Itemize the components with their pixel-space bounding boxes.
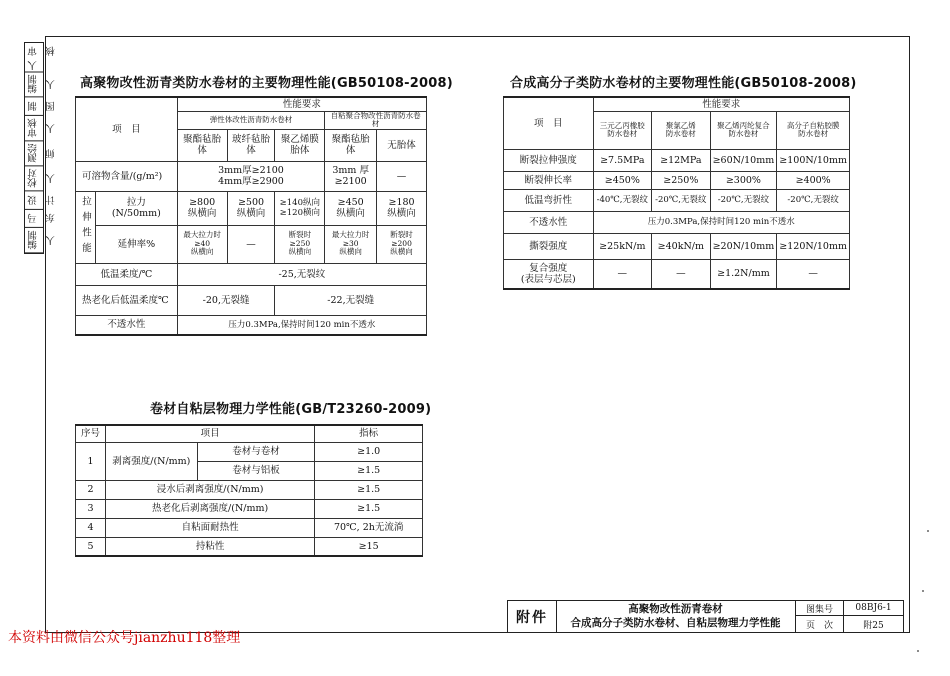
row-no: 2 [76, 480, 106, 499]
sidebar-cell: 人 [25, 60, 43, 73]
appendix-label: 附件 [508, 601, 557, 632]
header-sub: 防水卷材 [607, 129, 638, 138]
scan-speck [917, 650, 919, 652]
low-temp-value: -25,无裂纹 [177, 263, 426, 285]
soluble-value: 4mm厚≥2900 [218, 176, 284, 187]
cell: ≥120N/10mm [777, 233, 850, 259]
atlas-label: 图集号 [796, 601, 844, 616]
force-direction: 纵横向 [187, 208, 217, 219]
atlas-value: 08BJ6-1 [844, 601, 903, 616]
row-value: ≥1.0 [315, 442, 423, 461]
sidebar-cell: 设计 [25, 192, 43, 210]
header-sub: 聚氯乙烯 [665, 120, 696, 130]
sidebar-cell: 制图 [25, 98, 43, 116]
elong-line: ≥200 [391, 238, 412, 248]
sidebar-cell: 审核 [28, 46, 57, 57]
elong-line: 最大拉力时 [183, 230, 221, 240]
approval-sidebar [24, 42, 57, 254]
row-label: 断裂伸长率 [504, 171, 594, 189]
force-value: ≥140纵向 [279, 198, 320, 208]
header-no: 序号 [76, 425, 106, 442]
water-value: 压力0.3MPa,保持时间120 min不透水 [177, 315, 426, 335]
row-label: 断裂拉伸强度 [504, 149, 594, 171]
elong-line: 最大拉力时 [331, 230, 370, 240]
elong-line: — [246, 238, 256, 250]
soluble-value: 3mm厚≥2100 [218, 165, 284, 176]
elong-line: ≥40 [194, 238, 211, 248]
self-adhesive-table [75, 424, 423, 557]
watermark-text: 本资料由微信公众号jianzhu118整理 [8, 630, 241, 646]
elong-line: ≥30 [342, 238, 359, 248]
header-sub: 防水卷材 [665, 129, 696, 138]
water-label: 不透水性 [504, 211, 594, 233]
elong-line: 纵横向 [390, 247, 413, 257]
force-direction: ≥120横向 [279, 208, 320, 218]
header-requirement: 性能要求 [177, 97, 426, 111]
title-block [507, 600, 904, 633]
table2-title: 合成高分子类防水卷材的主要物理性能(GB50108-2008) [510, 76, 857, 91]
force-value: ≥800 [189, 197, 216, 208]
header-item: 项目 [105, 425, 314, 442]
row-label: 剥离强度/(N/mm) [105, 442, 197, 480]
page-value: 附25 [863, 620, 884, 631]
soluble-label: 可溶物含量/(g/m²) [76, 161, 178, 191]
header-item: 项 目 [504, 97, 594, 149]
header-sub: 高分子自粘胶膜 [786, 120, 840, 130]
row-no: 5 [76, 537, 106, 556]
elong-line: 纵横向 [190, 247, 214, 257]
row-no: 1 [76, 442, 106, 480]
scan-speck [927, 530, 929, 532]
row-value: ≥1.5 [315, 499, 423, 518]
header-sub: 防水卷材 [728, 129, 759, 138]
cell: ≥1.2N/mm [710, 259, 777, 289]
aged-value: -20,无裂缝 [177, 285, 275, 315]
tensile-force-unit: (N/50mm) [111, 208, 161, 219]
elong-line: ≥250 [289, 238, 311, 248]
header-sub: 聚酯毡胎体 [325, 129, 377, 161]
page-label: 页 次 [796, 616, 844, 632]
scan-speck [922, 590, 924, 592]
header-group-a: 弹性体改性沥青防水卷材 [177, 111, 325, 129]
cell: ≥250% [652, 171, 711, 189]
header-sub: 聚乙烯膜胎体 [275, 129, 325, 161]
asphalt-membrane-table [75, 96, 427, 336]
force-value: ≥450 [337, 197, 364, 208]
row-label: 浸水后剥离强度/(N/mm) [105, 480, 314, 499]
cell: — [652, 259, 711, 289]
cell: ≥400% [777, 171, 850, 189]
header-requirement: 性能要求 [593, 97, 849, 111]
cell: ≥40kN/m [652, 233, 711, 259]
elong-line: 纵横向 [288, 247, 312, 257]
row-value: ≥1.5 [315, 461, 423, 480]
soluble-value: — [377, 161, 427, 191]
elong-line: 断裂时 [390, 230, 413, 240]
row-sub-label: 卷材与铝板 [197, 461, 315, 480]
aged-value: -22,无裂缝 [275, 285, 427, 315]
soluble-value: 3mm 厚 [332, 165, 369, 176]
cell: ≥100N/10mm [777, 149, 850, 171]
composite-label: 复合强度 [529, 262, 568, 274]
header-item: 项 目 [76, 97, 178, 161]
sidebar-cell: 校对人 [25, 166, 43, 191]
header-sub: 防水卷材 [798, 129, 829, 138]
aged-label: 热老化后低温柔度℃ [76, 285, 178, 315]
cell: ≥450% [593, 171, 652, 189]
row-label: 持粘性 [105, 537, 314, 556]
cell: ≥7.5MPa [593, 149, 652, 171]
header-sub: 聚酯毡胎体 [177, 129, 227, 161]
water-value: 压力0.3MPa,保持时间120 min不透水 [593, 211, 849, 233]
cell: ≥60N/10mm [710, 149, 777, 171]
row-value: ≥15 [315, 537, 423, 556]
header-sub: 玻纤毡胎体 [227, 129, 275, 161]
tear-label: 撕裂强度 [504, 233, 594, 259]
header-index: 指标 [315, 425, 423, 442]
sidebar-cell: 审核人 [25, 116, 43, 141]
force-value: ≥500 [237, 197, 265, 208]
polymer-membrane-table [503, 96, 850, 290]
drawing-name-line2: 合成高分子类防水卷材、自粘层物理力学性能 [570, 617, 781, 629]
row-label: 自粘面耐热性 [105, 518, 314, 537]
header-sub: 三元乙丙橡胶 [599, 120, 645, 130]
cell: -20℃,无裂纹 [652, 189, 711, 211]
cell: ≥25kN/m [593, 233, 652, 259]
header-sub: 无胎体 [377, 129, 427, 161]
soluble-value: ≥2100 [334, 176, 367, 187]
tensile-group: 拉伸性能 [76, 191, 96, 263]
composite-label: (表层与芯层) [520, 273, 576, 285]
force-direction: 纵横向 [236, 208, 266, 219]
header-sub: 聚乙烯丙纶复合 [717, 120, 770, 130]
row-no: 3 [76, 499, 106, 518]
row-value: 70℃, 2h无流淌 [315, 518, 423, 537]
sidebar-cell: 编制人 [25, 228, 43, 253]
cell: -20℃,无裂纹 [777, 189, 850, 211]
force-direction: 纵横向 [387, 208, 416, 219]
cell: -40℃,无裂纹 [593, 189, 652, 211]
header-group-b: 自粘聚合物改性沥青防水卷材 [325, 111, 427, 129]
elong-line: 断裂时 [288, 230, 312, 240]
cell: -20℃,无裂纹 [710, 189, 777, 211]
tensile-force-label: 拉力 [126, 197, 146, 208]
table1-title: 高聚物改性沥青类防水卷材的主要物理性能(GB50108-2008) [80, 76, 453, 91]
row-sub-label: 卷材与卷材 [197, 442, 315, 461]
row-label: 热老化后剥离强度/(N/mm) [105, 499, 314, 518]
cell: ≥20N/10mm [710, 233, 777, 259]
elongation-label: 延伸率% [95, 225, 177, 263]
table3-title: 卷材自粘层物理力学性能(GB/T23260-2009) [150, 402, 432, 417]
force-value: ≥180 [388, 197, 415, 208]
force-direction: 纵横向 [336, 208, 365, 219]
sidebar-cell: 马东 [25, 210, 43, 228]
row-value: ≥1.5 [315, 480, 423, 499]
cell: — [593, 259, 652, 289]
cell: — [777, 259, 850, 289]
sidebar-cell: 编制人 [25, 72, 43, 97]
elong-line: 纵横向 [339, 247, 362, 257]
cell: ≥12MPa [652, 149, 711, 171]
low-temp-label: 低温柔度/℃ [76, 263, 178, 285]
row-label: 低温弯折性 [504, 189, 594, 211]
cell: ≥300% [710, 171, 777, 189]
drawing-name [556, 601, 796, 632]
row-no: 4 [76, 518, 106, 537]
sidebar-cell: 测绘师 [25, 141, 43, 166]
drawing-name-line1: 高聚物改性沥青卷材 [628, 603, 723, 615]
water-label: 不透水性 [76, 315, 178, 335]
